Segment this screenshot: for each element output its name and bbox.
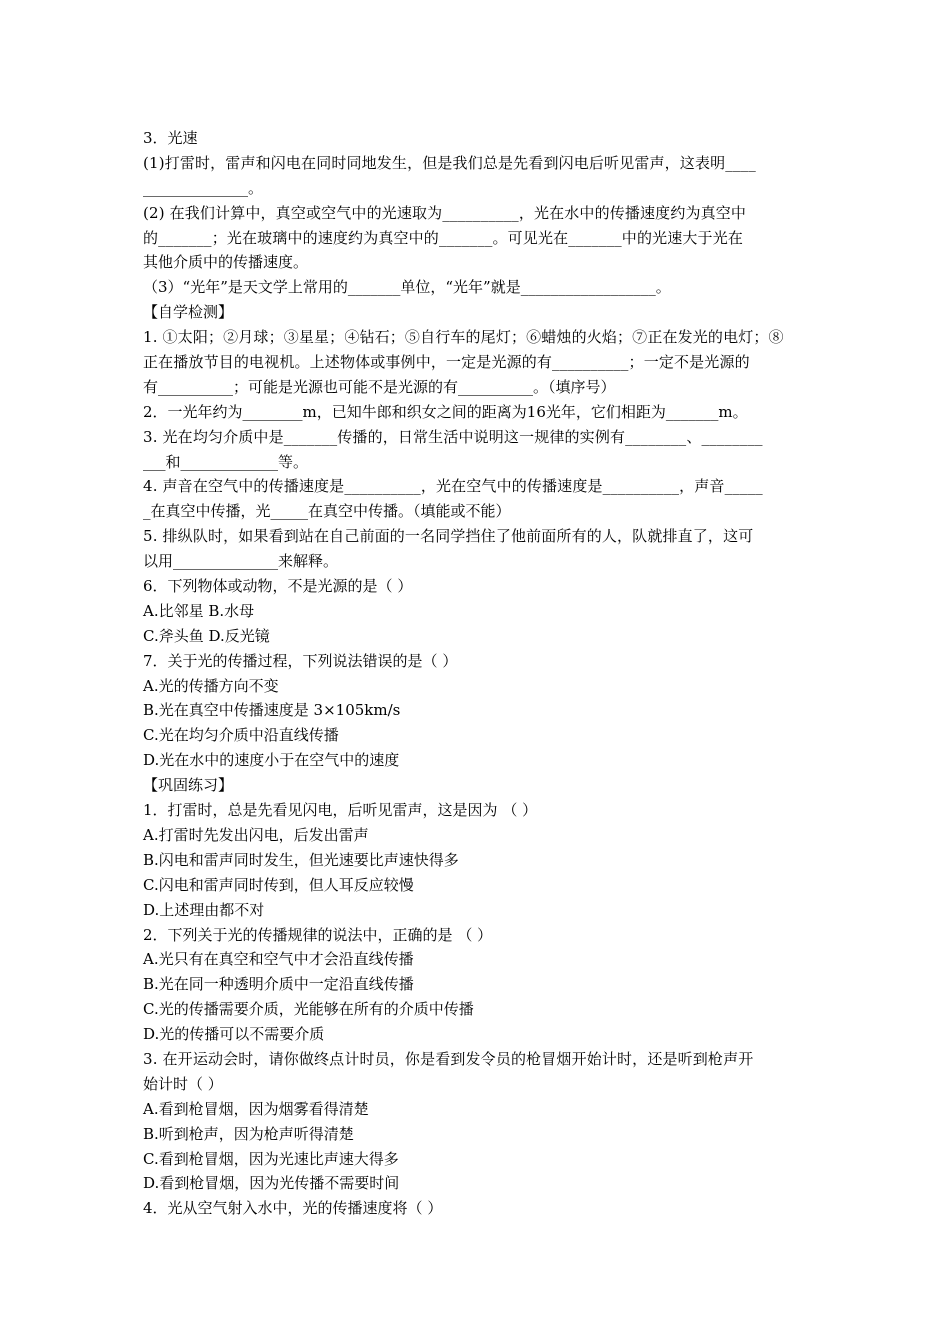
question-text: 2．一光年约为________m，已知牛郎和织女之间的距离为16光年，它们相距为_______m。 <box>143 402 748 421</box>
section-heading-practice: 【巩固练习】 <box>143 776 234 795</box>
question-text: 正在播放节目的电视机。上述物体或事例中，一定是光源的有__________；一定不是光源的 <box>143 353 750 372</box>
answer-option: D.光在水中的速度小于在空气中的速度 <box>143 751 400 770</box>
question-text: 始计时（ ） <box>143 1074 223 1093</box>
question-text: 1．打雷时，总是先看见闪电，后听见雷声，这是因为 （ ） <box>143 801 538 820</box>
answer-option: D.上述理由都不对 <box>143 900 265 919</box>
question-text: 以用______________来解释。 <box>143 552 339 571</box>
question-text: 1. ①太阳；②月球；③星星；④钻石；⑤自行车的尾灯；⑥蜡烛的火焰；⑦正在发光的电灯；⑧ <box>143 328 784 347</box>
answer-option: B.听到枪声，因为枪声听得清楚 <box>143 1124 354 1143</box>
answer-option: C.闪电和雷声同时传到，但人耳反应较慢 <box>143 875 414 894</box>
text-line: 其他介质中的传播速度。 <box>143 253 309 272</box>
question-text: 有__________；可能是光源也可能不是光源的有__________。（填序号） <box>143 377 616 396</box>
question-text: 4．光从空气射入水中，光的传播速度将（ ） <box>143 1199 443 1218</box>
answer-option: B.光在真空中传播速度是 3×105km/s <box>143 701 401 720</box>
answer-option: D.看到枪冒烟，因为光传播不需要时间 <box>143 1174 400 1193</box>
answer-option: A.比邻星 B.水母 <box>143 601 255 620</box>
question-text: 4. 声音在空气中的传播速度是__________，光在空气中的传播速度是__________，声音_____ <box>143 477 763 496</box>
question-text: 6．下列物体或动物，不是光源的是（ ） <box>143 577 413 596</box>
answer-option: A.看到枪冒烟，因为烟雾看得清楚 <box>143 1099 369 1118</box>
question-text: _在真空中传播，光_____在真空中传播。（填能或不能） <box>143 502 511 521</box>
answer-option: C.看到枪冒烟，因为光速比声速大得多 <box>143 1149 399 1168</box>
answer-option: B.光在同一种透明介质中一定沿直线传播 <box>143 975 414 994</box>
question-text: 5. 排纵队时，如果看到站在自己前面的一名同学挡住了他前面所有的人，队就排直了，这可 <box>143 527 754 546</box>
heading-light-speed: 3．光速 <box>143 129 198 147</box>
answer-option: B.闪电和雷声同时发生，但光速要比声速快得多 <box>143 850 459 869</box>
question-text: 7．关于光的传播过程，下列说法错误的是（ ） <box>143 651 458 670</box>
answer-option: A.光只有在真空和空气中才会沿直线传播 <box>143 950 414 969</box>
question-text: ___和_____________等。 <box>143 452 309 471</box>
answer-option: C.斧头鱼 D.反光镜 <box>143 626 270 645</box>
question-text: 3. 在开运动会时，请你做终点计时员，你是看到发令员的枪冒烟开始计时，还是听到枪声开 <box>143 1049 754 1068</box>
answer-option: C.光的传播需要介质，光能够在所有的介质中传播 <box>143 1000 474 1019</box>
document-page <box>143 126 813 1221</box>
answer-option: A.光的传播方向不变 <box>143 676 279 695</box>
question-text: 2．下列关于光的传播规律的说法中，正确的是 （ ） <box>143 925 493 944</box>
text-line: (1)打雷时，雷声和闪电在同时同地发生，但是我们总是先看到闪电后听见雷声，这表明____ <box>143 153 756 172</box>
text-line: ______________。 <box>143 178 264 197</box>
question-text: 3. 光在均匀介质中是_______传播的，日常生活中说明这一规律的实例有________、________ <box>143 427 763 446</box>
section-heading-self-check: 【自学检测】 <box>143 303 234 322</box>
answer-option: D.光的传播可以不需要介质 <box>143 1025 325 1044</box>
answer-option: A.打雷时先发出闪电，后发出雷声 <box>143 825 369 844</box>
answer-option: C.光在均匀介质中沿直线传播 <box>143 726 339 745</box>
text-line: （3）“光年”是天文学上常用的_______单位，“光年”就是__________________。 <box>143 278 671 297</box>
text-line: 的_______；光在玻璃中的速度约为真空中的_______。可见光在_______中的光速大于光在 <box>143 228 744 247</box>
text-line: (2) 在我们计算中，真空或空气中的光速取为__________，光在水中的传播速度约为真空中 <box>143 203 747 222</box>
